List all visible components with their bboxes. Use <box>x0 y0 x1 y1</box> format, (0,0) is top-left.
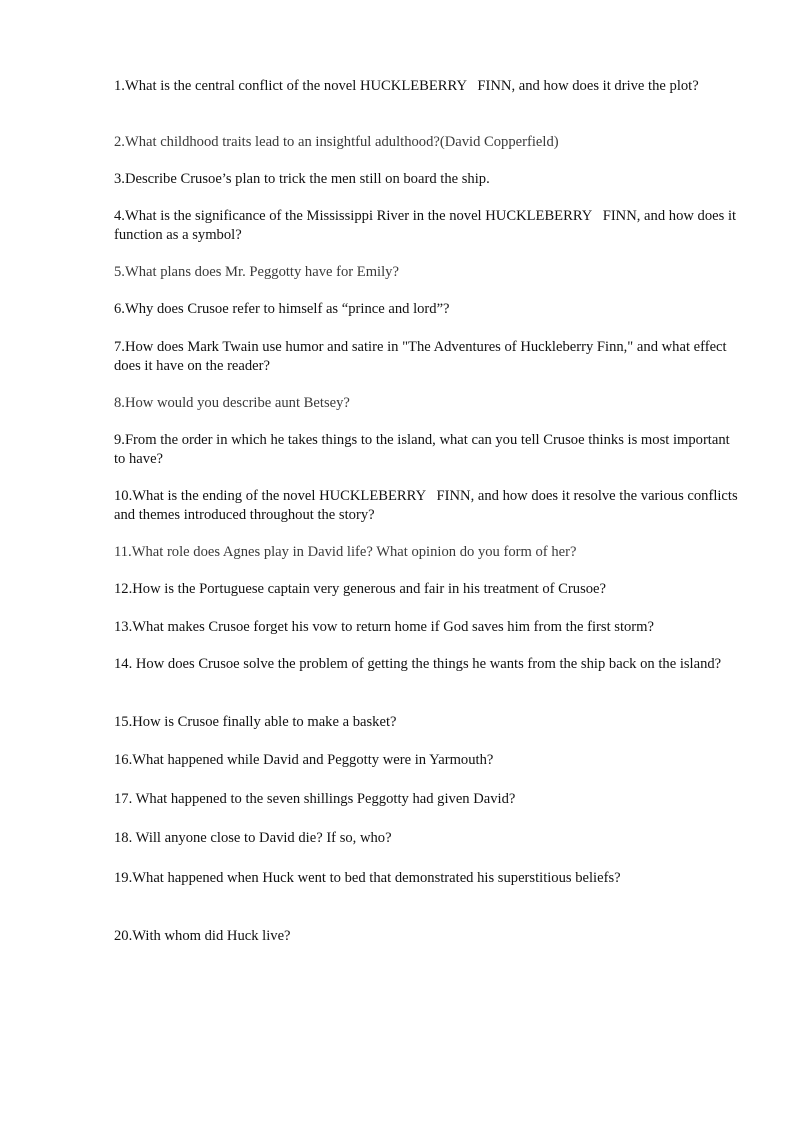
question-14: 14. How does Crusoe solve the problem of getting the things he wants from the ship back on the island? <box>114 656 722 672</box>
question-16: 16.What happened while David and Peggotty were in Yarmouth? <box>114 752 494 768</box>
question-1: 1.What is the central conflict of the novel HUCKLEBERRY FINN, and how does it drive the plot? <box>114 78 699 94</box>
question-19: 19.What happened when Huck went to bed that demonstrated his superstitious beliefs? <box>114 870 621 886</box>
question-17: 17. What happened to the seven shillings Peggotty had given David? <box>114 791 516 807</box>
question-3: 3.Describe Crusoe’s plan to trick the men still on board the ship. <box>114 171 490 187</box>
question-15: 15.How is Crusoe finally able to make a basket? <box>114 714 397 730</box>
question-13: 13.What makes Crusoe forget his vow to return home if God saves him from the first storm? <box>114 619 654 635</box>
question-6: 6.Why does Crusoe refer to himself as “prince and lord”? <box>114 301 450 317</box>
question-7: 7.How does Mark Twain use humor and satire in "The Adventures of Huckleberry Finn," and what effect does it have on the reader? <box>114 339 731 374</box>
question-10: 10.What is the ending of the novel HUCKLEBERRY FINN, and how does it resolve the various conflicts and themes introduced throughout the story? <box>114 488 742 523</box>
question-20: 20.With whom did Huck live? <box>114 928 291 944</box>
question-8: 8.How would you describe aunt Betsey? <box>114 395 350 411</box>
question-18: 18. Will anyone close to David die? If so, who? <box>114 830 392 846</box>
question-11: 11.What role does Agnes play in David life? What opinion do you form of her? <box>114 544 577 560</box>
question-5: 5.What plans does Mr. Peggotty have for Emily? <box>114 264 399 280</box>
question-2: 2.What childhood traits lead to an insightful adulthood?(David Copperfield) <box>114 134 559 150</box>
question-9: 9.From the order in which he takes things to the island, what can you tell Crusoe thinks is most important to have? <box>114 432 734 467</box>
question-4: 4.What is the significance of the Mississippi River in the novel HUCKLEBERRY FINN, and how does it function as a symbol? <box>114 208 740 243</box>
question-12: 12.How is the Portuguese captain very generous and fair in his treatment of Crusoe? <box>114 581 606 597</box>
